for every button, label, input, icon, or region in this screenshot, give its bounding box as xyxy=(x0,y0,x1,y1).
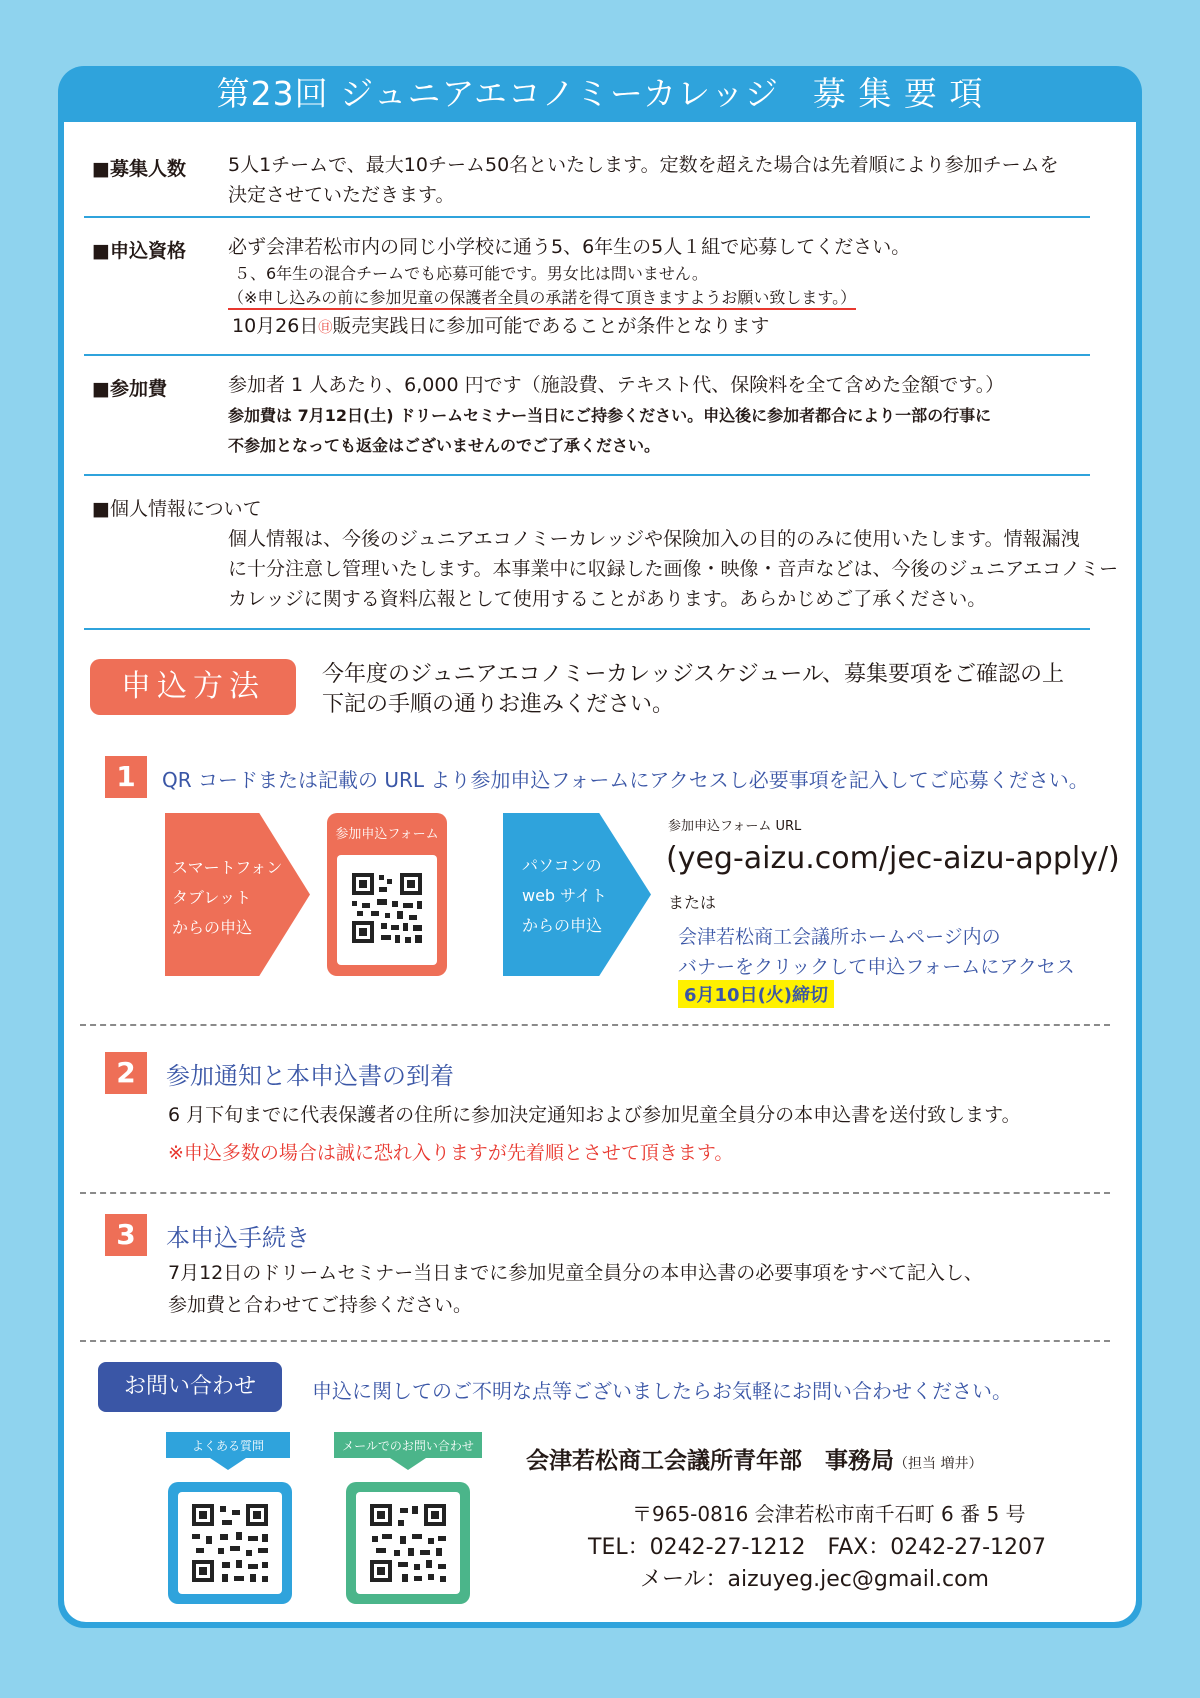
dashed-divider xyxy=(80,1024,1110,1026)
step-2-number: 2 xyxy=(105,1052,147,1094)
privacy-text-3: カレッジに関する資料広報として使用することがあります。あらかじめご了承ください。 xyxy=(228,588,987,610)
application-url-link[interactable]: (yeg-aizu.com/jec-aizu-apply/) xyxy=(666,841,1120,876)
step-3-number: 3 xyxy=(105,1214,147,1256)
mail-tab xyxy=(334,1432,482,1458)
alt-text-2: バナーをクリックして申込フォームにアクセス xyxy=(678,956,1075,978)
faq-tab xyxy=(166,1432,290,1458)
dashed-divider xyxy=(80,1192,1110,1194)
page-title: 第23回 ジュニアエコノミーカレッジ 募 集 要 項 xyxy=(216,74,984,113)
mail-label: メールでのお問い合わせ xyxy=(342,1439,474,1453)
application-method-badge: 申込方法 xyxy=(90,659,296,715)
address: 〒965-0816 会津若松市南千石町 6 番 5 号 xyxy=(632,1502,1026,1526)
faq-arrow xyxy=(210,1458,246,1470)
qr-code-icon xyxy=(337,855,437,965)
smartphone-label-3: からの申込 xyxy=(172,918,253,937)
fee-label: ■参加費 xyxy=(92,378,167,400)
qualification-label: ■申込資格 xyxy=(92,240,186,262)
application-form-qr-card[interactable] xyxy=(327,813,447,976)
step-2-note: ※申込多数の場合は誠に恐れ入りますが先着順とさせて頂きます。 xyxy=(168,1142,734,1164)
deadline-highlight: 6月10日(火)締切 xyxy=(678,980,834,1008)
mail-qr-card[interactable] xyxy=(346,1482,470,1604)
step-2-text: 6 月下旬までに代表保護者の住所に参加決定通知および参加児童全員分の本申込書を送付致します。 xyxy=(168,1104,1021,1126)
method-intro-2: 下記の手順の通りお進みください。 xyxy=(322,692,675,717)
recruit-count-label: ■募集人数 xyxy=(92,158,186,180)
qr-code-icon xyxy=(178,1492,282,1594)
fee-text-2: 参加費は 7月12日(土) ドリームセミナー当日にご持参ください。申込後に参加者都合により一部の行事に xyxy=(228,406,992,425)
faq-label: よくある質問 xyxy=(191,1439,264,1453)
qr-label: 参加申込フォーム xyxy=(335,827,439,842)
faq-qr-card[interactable] xyxy=(168,1482,292,1604)
divider xyxy=(84,216,1090,218)
privacy-text-1: 個人情報は、今後のジュニアエコノミーカレッジや保険加入の目的のみに使用いたします。情報漏洩 xyxy=(228,528,1080,550)
qualification-text-1: 必ず会津若松市内の同じ小学校に通う5、6年生の5人１組で応募してください。 xyxy=(228,236,911,258)
or-text: または xyxy=(668,893,717,912)
smartphone-label-2: タブレット xyxy=(172,888,252,907)
pc-label-1: パソコンの xyxy=(522,856,602,875)
step-3-text-2: 参加費と合わせてご持参ください。 xyxy=(168,1294,473,1316)
divider xyxy=(84,354,1090,356)
qualification-text-4: 10月26日㊐販売実践日に参加可能であることが条件となります xyxy=(232,315,770,337)
pc-label-2: web サイト xyxy=(522,886,608,905)
qualification-text-3: （※申し込みの前に参加児童の保護者全員の承諾を得て頂きますようお願い致します。） xyxy=(228,285,856,311)
organization-name: 会津若松商工会議所青年部 事務局（担当 増井） xyxy=(526,1448,983,1474)
contact-badge: お問い合わせ xyxy=(98,1362,282,1412)
fee-text-3: 不参加となっても返金はございませんのでご了承ください。 xyxy=(228,436,661,455)
privacy-label: ■個人情報について xyxy=(92,498,262,520)
mail-arrow xyxy=(390,1458,426,1470)
pc-label-3: からの申込 xyxy=(522,916,603,935)
step-3-title: 本申込手続き xyxy=(166,1224,310,1252)
smartphone-label-1: スマートフォン xyxy=(172,858,283,877)
url-label: 参加申込フォーム URL xyxy=(668,819,802,834)
qualification-text-2: ５、6年生の混合チームでも応募可能です。男女比は問いません。 xyxy=(234,264,708,283)
fee-text-1: 参加者 1 人あたり、6,000 円です（施設費、テキスト代、保険料を全て含めた金額です。） xyxy=(228,374,1005,396)
alt-text-1: 会津若松商工会議所ホームページ内の xyxy=(678,926,1001,948)
privacy-text-2: に十分注意し管理いたします。本事業中に収録した画像・映像・音声などは、今後のジュニアエコノミー xyxy=(228,558,1119,580)
dashed-divider xyxy=(80,1340,1110,1342)
divider xyxy=(84,474,1090,476)
contact-intro: 申込に関してのご不明な点等ございましたらお気軽にお問い合わせください。 xyxy=(312,1379,1012,1403)
step-3-text-1: 7月12日のドリームセミナー当日までに参加児童全員分の本申込書の必要事項をすべて記入し、 xyxy=(168,1262,983,1284)
step-2-title: 参加通知と本申込書の到着 xyxy=(166,1062,454,1090)
email-link[interactable]: メール：aizuyeg.jec@gmail.com xyxy=(640,1567,989,1592)
recruit-count-text-2: 決定させていただきます。 xyxy=(228,184,455,206)
qr-code-icon xyxy=(356,1492,460,1594)
step-1-text: QR コードまたは記載の URL より参加申込フォームにアクセスし必要事項を記入してご応募ください。 xyxy=(162,768,1089,792)
step-1-number: 1 xyxy=(105,756,147,798)
phone-fax: TEL：0242-27-1212 FAX：0242-27-1207 xyxy=(588,1535,1047,1560)
method-intro-1: 今年度のジュニアエコノミーカレッジスケジュール、募集要項をご確認の上 xyxy=(322,662,1065,687)
recruit-count-text-1: 5人1チームで、最大10チーム50名といたします。定数を超えた場合は先着順により参加チームを xyxy=(228,154,1059,176)
divider xyxy=(84,628,1090,630)
